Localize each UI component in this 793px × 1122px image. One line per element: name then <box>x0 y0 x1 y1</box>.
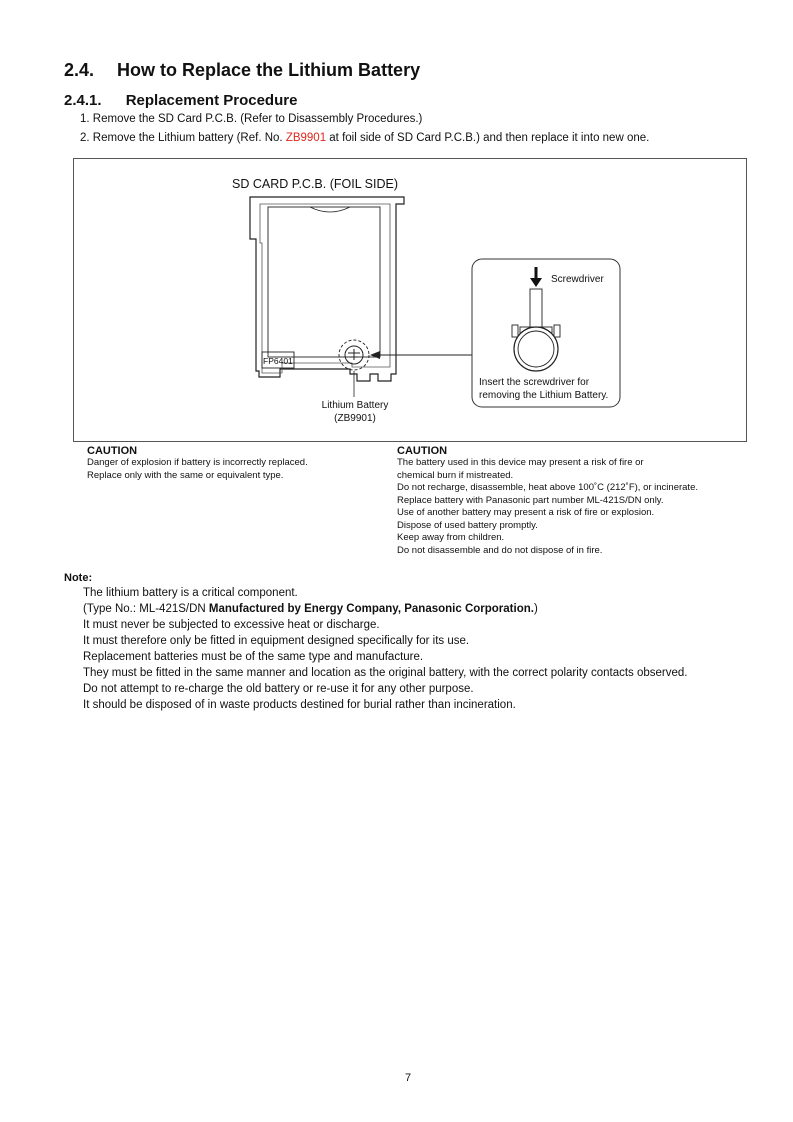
battery-large-outer <box>514 327 558 371</box>
caution-right <box>397 445 757 557</box>
caution-right-line-2: chemical burn if mistreated. <box>397 469 514 481</box>
caution-right-line-3: Do not recharge, disassemble, heat above 100˚C (212˚F), or incinerate. <box>397 482 698 493</box>
note-body <box>83 585 773 713</box>
figure-frame <box>73 158 747 442</box>
caution-right-line-1: The battery used in this device may present a risk of fire or <box>397 457 644 468</box>
caution-right-heading: CAUTION <box>397 445 448 457</box>
caution-right-line-7: Keep away from children. <box>397 532 505 543</box>
insert-note-line-1: Insert the screwdriver for <box>479 377 590 388</box>
caution-right-line-8: Do not disassemble and do not dispose of in fire. <box>397 544 603 556</box>
pcb-diagram <box>74 159 746 441</box>
subsection-number: 2.4.1. <box>64 92 102 109</box>
section-number: 2.4. <box>64 60 95 80</box>
card-slot-notch <box>310 207 350 212</box>
figure-title: SD CARD P.C.B. (FOIL SIDE) <box>232 177 399 191</box>
note-line-6: They must be fitted in the same manner and location as the original battery, with the correct polarity contacts observed. <box>83 667 688 679</box>
note-line-7: Do not attempt to re-charge the old battery or re-use it for any other purpose. <box>83 683 474 695</box>
battery-label-line-2: (ZB9901) <box>334 412 376 424</box>
caution-right-line-6: Dispose of used battery promptly. <box>397 519 538 531</box>
note-line-8: It should be disposed of in waste products destined for burial rather than incineration. <box>83 699 516 711</box>
fp6401-label: FP6401 <box>263 356 293 366</box>
note-line-2-bold: Manufactured by Energy Company, Panasonic Corporation. <box>208 603 534 615</box>
step-1: 1. Remove the SD Card P.C.B. (Refer to Disassembly Procedures.) <box>80 113 423 125</box>
battery-label <box>300 400 410 425</box>
step-2-post: at foil side of SD Card P.C.B.) and then replace it into new one. <box>326 132 650 144</box>
card-slot <box>268 207 380 357</box>
step-2 <box>80 132 649 144</box>
step-2-pre: 2. Remove the Lithium battery (Ref. No. <box>80 132 286 144</box>
callout-arrow-head <box>370 351 380 359</box>
insert-note <box>479 377 608 402</box>
battery-label-line-1: Lithium Battery <box>321 400 389 411</box>
note-line-5: Replacement batteries must be of the same type and manufacture. <box>83 651 424 663</box>
section-heading <box>64 60 420 81</box>
ref-number: ZB9901 <box>285 132 327 144</box>
note-line-2-pre: (Type No.: ML-421S/DN <box>83 603 209 615</box>
subsection-title: Replacement Procedure <box>125 92 298 109</box>
caution-right-line-4: Replace battery with Panasonic part number ML-421S/DN only. <box>397 494 664 506</box>
caution-left <box>87 445 377 482</box>
note-line-3: It must never be subjected to excessive heat or discharge. <box>83 619 380 631</box>
subsection-heading <box>64 92 297 109</box>
insert-note-line-2: removing the Lithium Battery. <box>479 389 609 401</box>
section-title: How to Replace the Lithium Battery <box>117 60 421 80</box>
caution-left-line-2: Replace only with the same or equivalent type. <box>87 469 284 481</box>
note-line-2-post: ) <box>533 603 538 615</box>
screwdriver-label: Screwdriver <box>551 274 604 285</box>
caution-left-heading: CAUTION <box>87 445 138 457</box>
note-line-4: It must therefore only be fitted in equipment designed specifically for its use. <box>83 635 470 647</box>
note-heading: Note: <box>64 572 93 584</box>
caution-left-line-1: Danger of explosion if battery is incorrectly replaced. <box>87 457 308 468</box>
note-line-2 <box>83 601 773 617</box>
pcb-inner-outline <box>260 204 390 373</box>
caution-right-line-5: Use of another battery may present a risk of fire or explosion. <box>397 507 655 518</box>
page-number: 7 <box>405 1072 412 1084</box>
pcb-outline <box>250 197 404 381</box>
note-line-1: The lithium battery is a critical component. <box>83 587 298 599</box>
